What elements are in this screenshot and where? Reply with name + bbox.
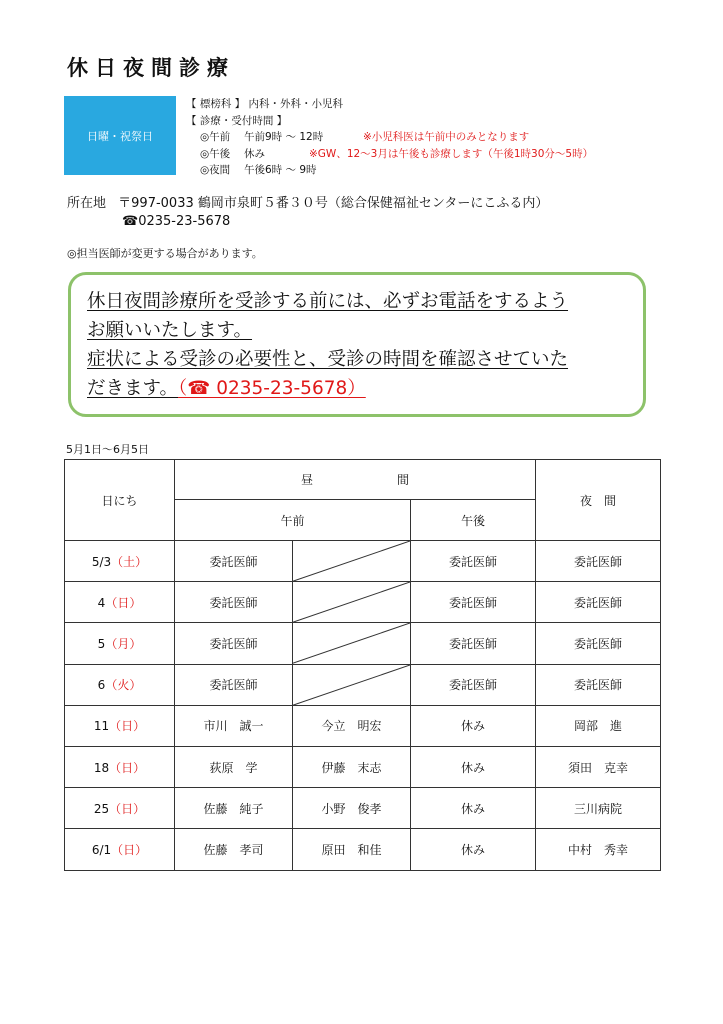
table-row <box>65 582 661 623</box>
pm-doctor: 委託医師 <box>411 623 536 664</box>
call-ahead-notice <box>68 272 646 417</box>
pm-doctor: 委託医師 <box>411 582 536 623</box>
pm-doctor: 休み <box>411 705 536 746</box>
day-of-week: （日） <box>109 719 146 734</box>
clinic-info <box>186 96 594 179</box>
night-doctor: 委託医師 <box>536 664 661 705</box>
row-date <box>65 664 175 705</box>
notice-line-2: お願いいたします。 <box>87 320 253 341</box>
morning-label: ◎午前 <box>200 131 231 143</box>
pm-doctor: 休み <box>411 746 536 787</box>
hours-heading: 【 診療・受付時間 】 <box>186 114 288 127</box>
am-doctor-1: 委託医師 <box>175 541 293 582</box>
address-label: 所在地 <box>67 196 107 211</box>
am-doctor-2-none <box>293 664 411 705</box>
doctor-change-note: ◎担当医師が変更する場合があります。 <box>67 247 263 260</box>
schedule-period: 5月1日～6月5日 <box>66 443 149 456</box>
schedule-table <box>64 459 661 871</box>
diagonal-slash <box>293 665 410 705</box>
diagonal-slash <box>293 582 410 622</box>
table-row <box>65 541 661 582</box>
afternoon-label: ◎午後 <box>200 147 231 160</box>
night-doctor: 岡部 進 <box>536 705 661 746</box>
address-phone: ☎0235-23-5678 <box>122 214 231 229</box>
day-of-week: （日） <box>109 801 146 816</box>
am-doctor-1: 佐藤 孝司 <box>175 829 293 870</box>
table-row <box>65 664 661 705</box>
page-title: 休日夜間診療 <box>67 56 235 80</box>
morning-note: ※小児科医は午前中のみとなります <box>363 131 530 143</box>
row-date <box>65 582 175 623</box>
header-daytime: 昼 間 <box>175 460 536 500</box>
date-number: 5/3 <box>91 554 112 569</box>
holiday-badge <box>64 96 176 175</box>
am-doctor-1: 委託医師 <box>175 664 293 705</box>
afternoon-time: 休み <box>244 147 265 160</box>
day-of-week: （土） <box>111 554 148 569</box>
pm-doctor: 委託医師 <box>411 541 536 582</box>
pm-doctor: 休み <box>411 829 536 870</box>
pm-doctor: 委託医師 <box>411 664 536 705</box>
day-of-week: （日） <box>105 595 142 610</box>
row-date <box>65 829 175 870</box>
night-doctor: 委託医師 <box>536 582 661 623</box>
table-row <box>65 746 661 787</box>
header-am: 午前 <box>175 500 411 541</box>
am-doctor-1: 荻原 学 <box>175 746 293 787</box>
am-doctor-1: 委託医師 <box>175 623 293 664</box>
day-of-week: （日） <box>111 842 148 857</box>
am-doctor-2-none <box>293 623 411 664</box>
am-doctor-2: 伊藤 末志 <box>293 746 411 787</box>
date-number: 25 <box>93 801 110 816</box>
notice-phone: （☎ 0235-23-5678） <box>178 378 366 399</box>
table-row <box>65 788 661 829</box>
day-of-week: （日） <box>109 760 146 775</box>
am-doctor-1: 委託医師 <box>175 582 293 623</box>
schedule-rows <box>65 541 661 871</box>
night-time: 午後6時 ～ 9時 <box>244 164 317 176</box>
afternoon-note: ※GW、12～3月は午後も診療します（午後1時30分～5時） <box>309 147 594 160</box>
date-number: 6 <box>97 678 106 693</box>
am-doctor-2-none <box>293 582 411 623</box>
notice-line-3: 症状による受診の必要性と、受診の時間を確認させていた <box>87 349 569 370</box>
day-of-week: （火） <box>105 678 142 693</box>
date-number: 5 <box>97 636 106 651</box>
am-doctor-2: 原田 和佳 <box>293 829 411 870</box>
header-date: 日にち <box>65 460 175 541</box>
night-doctor: 委託医師 <box>536 623 661 664</box>
address-block <box>67 195 548 231</box>
am-doctor-2-none <box>293 541 411 582</box>
address-text: 〒997-0033 鶴岡市泉町５番３０号（総合保健福祉センターにこふる内） <box>118 196 549 211</box>
am-doctor-1: 市川 誠一 <box>175 705 293 746</box>
table-row <box>65 829 661 870</box>
date-number: 11 <box>93 719 110 734</box>
table-row <box>65 705 661 746</box>
departments: 【 標榜科 】 内科・外科・小児科 <box>186 98 344 110</box>
row-date <box>65 541 175 582</box>
header-night: 夜 間 <box>536 460 661 541</box>
night-doctor: 委託医師 <box>536 541 661 582</box>
holiday-badge-label: 日曜・祝祭日 <box>87 129 153 143</box>
night-label: ◎夜間 <box>200 164 231 176</box>
diagonal-slash <box>293 623 410 663</box>
night-doctor: 三川病院 <box>536 788 661 829</box>
diagonal-slash <box>293 541 410 581</box>
date-number: 4 <box>97 595 106 610</box>
notice-line-1: 休日夜間診療所を受診する前には、必ずお電話をするよう <box>87 291 569 312</box>
header-pm: 午後 <box>411 500 536 541</box>
row-date <box>65 623 175 664</box>
row-date <box>65 705 175 746</box>
night-doctor: 中村 秀幸 <box>536 829 661 870</box>
date-number: 6/1 <box>91 842 112 857</box>
row-date <box>65 746 175 787</box>
night-doctor: 須田 克幸 <box>536 746 661 787</box>
day-of-week: （月） <box>105 636 142 651</box>
am-doctor-2: 小野 俊孝 <box>293 788 411 829</box>
am-doctor-2: 今立 明宏 <box>293 705 411 746</box>
pm-doctor: 休み <box>411 788 536 829</box>
date-number: 18 <box>93 760 110 775</box>
am-doctor-1: 佐藤 純子 <box>175 788 293 829</box>
morning-time: 午前9時 ～ 12時 <box>244 131 324 143</box>
notice-line-4: だきます。 <box>87 378 179 399</box>
table-row <box>65 623 661 664</box>
row-date <box>65 788 175 829</box>
